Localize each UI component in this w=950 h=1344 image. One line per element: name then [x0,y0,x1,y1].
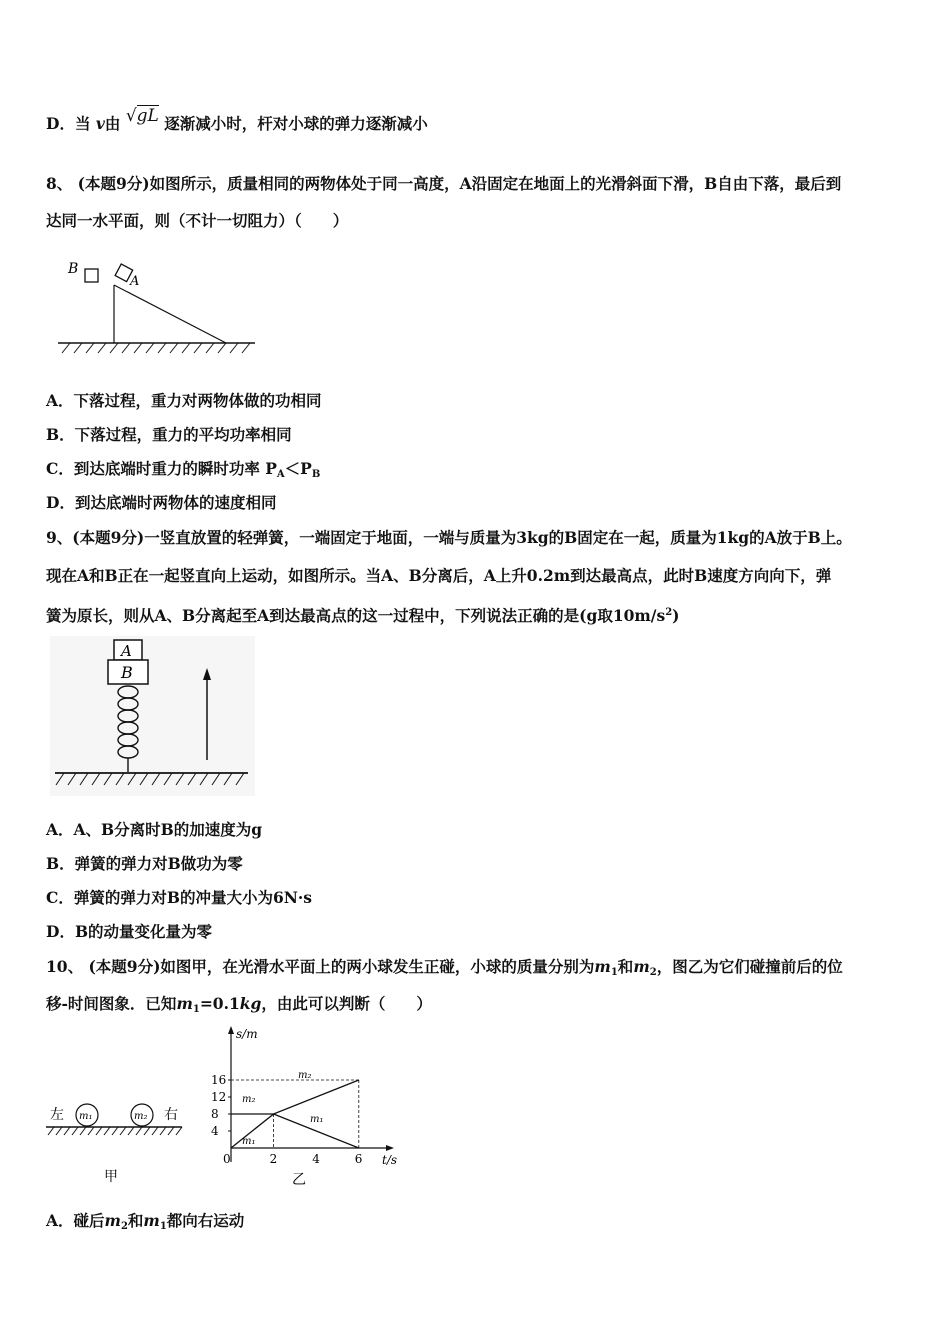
st-ytick-label-1: 12 [211,1090,227,1104]
st-label-m1-after: m₁ [310,1114,324,1125]
q10-stem-line2: 移-时间图象．已知$m_1=0.1kg$，由此可以判断（ ） [46,994,432,1015]
q8-figure-incline [50,255,260,360]
st-xtick-label-3: 6 [354,1152,363,1166]
q7-option-d: D．当 v由 √gL 逐渐减小时，杆对小球的弹力逐渐减小 [46,106,428,133]
q10-figure-balls [44,1095,194,1190]
q8-option-d: D．到达底端时两物体的速度相同 [46,493,277,512]
q8-option-a: A．下落过程，重力对两物体做的功相同 [46,391,322,410]
st-xtick-label-1: 2 [269,1152,278,1166]
st-caption-yi: 乙 [292,1172,306,1188]
sqrt-expression: √gL [125,106,159,126]
q10-ball-m2-label: m₂ [134,1111,148,1122]
q10-st-graph [200,1022,405,1192]
st-label-m2-after: m₂ [298,1070,312,1081]
st-label-m1-before: m₁ [242,1136,256,1147]
st-ytick-label-2: 8 [211,1107,219,1121]
q8-stem-line1: 8、 (本题9分)如图所示，质量相同的两物体处于同一高度，A沿固定在地面上的光滑斜面下滑，B自由下落，最后到 [46,174,842,193]
st-xtick-label-0: 0 [223,1152,231,1166]
st-y-axis [228,1026,234,1162]
q9-label-a: A [121,642,132,660]
q10-surface-hatch [48,1127,182,1135]
q8-stem-line2: 达同一水平面，则（不计一切阻力）（ ） [46,211,349,230]
q10-label-right: 右 [164,1107,178,1123]
q8-block-b [85,269,98,282]
q8-ground-hatch [62,343,250,353]
q9-option-b: B．弹簧的弹力对B做功为零 [46,854,243,873]
st-x-label: t/s [382,1153,398,1167]
q9-option-c: C．弹簧的弹力对B的冲量大小为6N·s [46,888,313,907]
q9-option-a: A．A、B分离时B的加速度为g [46,820,263,839]
st-y-label: s/m [236,1027,258,1041]
st-label-m2-before: m₂ [242,1094,256,1105]
q9-figure-spring [50,636,255,796]
q9-stem-line3: 簧为原长，则从A、B分离起至A到达最高点的这一过程中，下列说法正确的是(g取$10m/s^2$) [46,606,680,626]
st-xtick-label-2: 4 [312,1152,320,1166]
q10-label-left: 左 [50,1107,64,1123]
q10-ball-m1-label: m₁ [79,1111,93,1122]
q9-stem-line2: 现在A和B正在一起竖直向上运动，如图所示。当A、B分离后，A上升0.2m到达最高点，此时B速度方向向下，弹 [46,566,832,585]
q9-option-d: D．B的动量变化量为零 [46,922,213,941]
q10-caption-jia: 甲 [104,1169,118,1185]
q8-label-b: B [68,261,79,277]
st-ytick-label-3: 4 [211,1124,219,1138]
q8-option-b: B．下落过程，重力的平均功率相同 [46,425,292,444]
q8-label-a: A [130,274,140,289]
q8-incline-slope [114,285,226,343]
st-ytick-label-0: 16 [211,1073,227,1087]
q10-stem-line1: 10、 (本题9分)如图甲，在光滑水平面上的两小球发生正碰，小球的质量分别为$m_1$和$m_2$，图乙为它们碰撞前后的位 [46,957,843,978]
q10-option-a: A．碰后$m_2$和$m_1$都向右运动 [46,1211,245,1232]
q9-stem-line1: 9、(本题9分)一竖直放置的轻弹簧，一端固定于地面，一端与质量为3kg的B固定在一起，质量为1kg的A放于B上。 [46,528,852,547]
q9-label-b: B [121,663,133,682]
q8-option-c: C．到达底端时重力的瞬时功率 $P_A<P_B$ [46,459,321,480]
